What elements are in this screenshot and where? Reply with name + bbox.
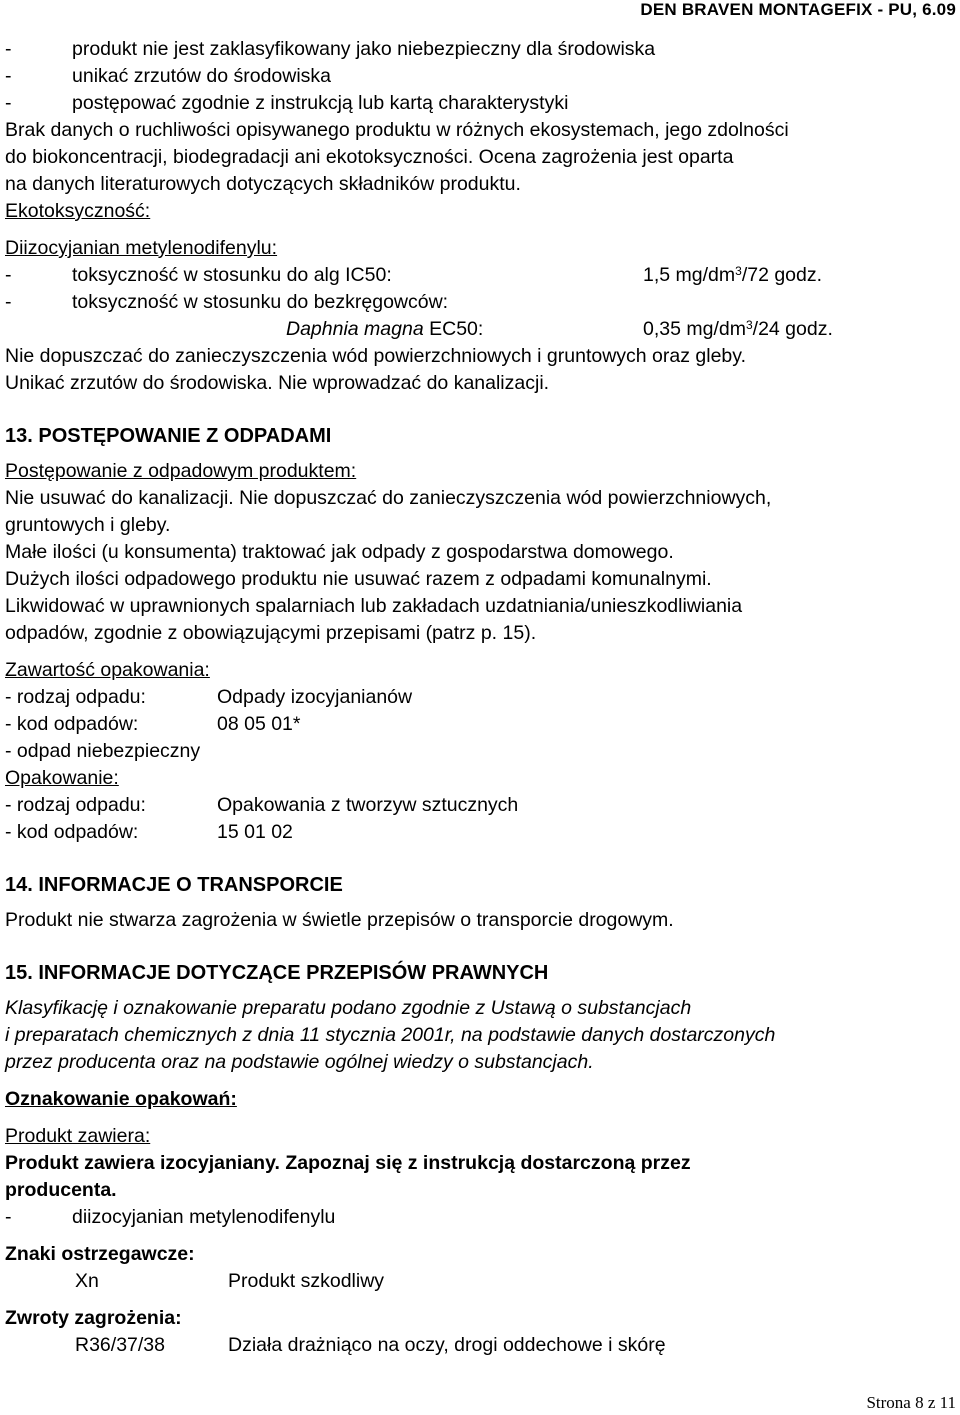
contents-waste-code: - kod odpadów: 08 05 01* [5,713,301,735]
paragraph-line: gruntowych i gleby. [5,514,171,536]
paragraph-line: Nie dopuszczać do zanieczyszczenia wód powierzchniowych i gruntowych oraz gleby. [5,345,746,367]
paragraph-line: Unikać zrzutów do środowiska. Nie wprowadzać do kanalizacji. [5,372,550,394]
paragraph-line: Brak danych o ruchliwości opisywanego produktu w różnych ekosystemach, jego zdolności [5,119,789,141]
warning-row: Xn Produkt szkodliwy [75,1270,385,1292]
toxicity-value-daphnia: 0,35 $mg/dm^3/24$ godz. [643,318,833,340]
list-item: - unikać zrzutów do środowiska [5,65,332,87]
toxicity-value-algae: 1,5 $mg/dm^3/72$ godz. [643,264,823,286]
paragraph-line: Nie usuwać do kanalizacji. Nie dopuszczać do zanieczyszczenia wód powierzchniowych, [5,487,772,509]
paragraph-line: Dużych ilości odpadowego produktu nie usuwać razem z odpadami komunalnymi. [5,568,712,590]
paragraph-line: Klasyfikację i oznakowanie preparatu podano zgodnie z Ustawą o substancjach [5,997,692,1019]
paragraph-line: odpadów, zgodnie z obowiązującymi przepisami (patrz p. 15). [5,622,537,644]
toxicity-row-daphnia: Daphnia magna EC50: 0,35 $mg/dm^3/24$ godz. [5,316,955,343]
ecotoxicity-label: Ekotoksyczność: [5,200,151,222]
section-title-14: 14. INFORMACJE O TRANSPORCIE [5,874,343,896]
document-header: DEN BRAVEN MONTAGEFIX - PU, 6.09 [640,0,956,19]
toxicity-row-algae: - toksyczność w stosunku do alg IC50: 1,5 $mg/dm^3/72$ godz. [5,262,955,289]
list-item: - postępować zgodnie z instrukcją lub kartą charakterystyki [5,92,569,114]
list-item: - produkt nie jest zaklasyfikowany jako niebezpieczny dla środowiska [5,38,656,60]
ingredient-item: - diizocyjanian metylenodifenylu [5,1206,336,1228]
packaging-waste-type: - rodzaj odpadu: Opakowania z tworzyw sztucznych [5,794,519,816]
toxicity-row-invertebrates: - toksyczność w stosunku do bezkręgowców: [5,291,449,313]
risk-label: Zwroty zagrożenia: [5,1307,182,1329]
contents-waste-type: - rodzaj odpadu: Odpady izocyjanianów [5,686,413,708]
waste-label: Postępowanie z odpadowym produktem: [5,460,357,482]
paragraph-line: producenta. [5,1179,117,1201]
paragraph-line: Małe ilości (u konsumenta) traktować jak odpady z gospodarstwa domowego. [5,541,674,563]
section-title-13: 13. POSTĘPOWANIE Z ODPADAMI [5,425,332,447]
warning-label: Znaki ostrzegawcze: [5,1243,195,1265]
document-body [5,36,955,1359]
contents-hazardous: - odpad niebezpieczny [5,740,201,762]
transport-text: Produkt nie stwarza zagrożenia w świetle przepisów o transporcie drogowym. [5,909,674,931]
paragraph-line: na danych literaturowych dotyczących składników produktu. [5,173,521,195]
contents-label: Zawartość opakowania: [5,659,210,681]
paragraph-line: Likwidować w uprawnionych spalarniach lub zakładach uzdatniania/unieszkodliwiania [5,595,743,617]
paragraph-line: i preparatach chemicznych z dnia 11 stycznia 2001r, na podstawie danych dostarczonych [5,1024,776,1046]
marking-label: Oznakowanie opakowań: [5,1088,237,1110]
substance-label: Diizocyjanian metylenodifenylu: [5,237,278,259]
packaging-waste-code: - kod odpadów: 15 01 02 [5,821,293,843]
risk-row: R36/37/38 Działa drażniąco na oczy, drogi oddechowe i skórę [75,1334,666,1356]
contains-label: Produkt zawiera: [5,1125,151,1147]
page-number: Strona 8 z 11 [866,1393,956,1412]
paragraph-line: przez producenta oraz na podstawie ogólnej wiedzy o substancjach. [5,1051,594,1073]
paragraph-line: Produkt zawiera izocyjaniany. Zapoznaj się z instrukcją dostarczoną przez [5,1152,691,1174]
packaging-label: Opakowanie: [5,767,119,789]
section-title-15: 15. INFORMACJE DOTYCZĄCE PRZEPISÓW PRAWNYCH [5,962,549,984]
paragraph-line: do biokoncentracji, biodegradacji ani ekotoksyczności. Ocena zagrożenia jest oparta [5,146,734,168]
